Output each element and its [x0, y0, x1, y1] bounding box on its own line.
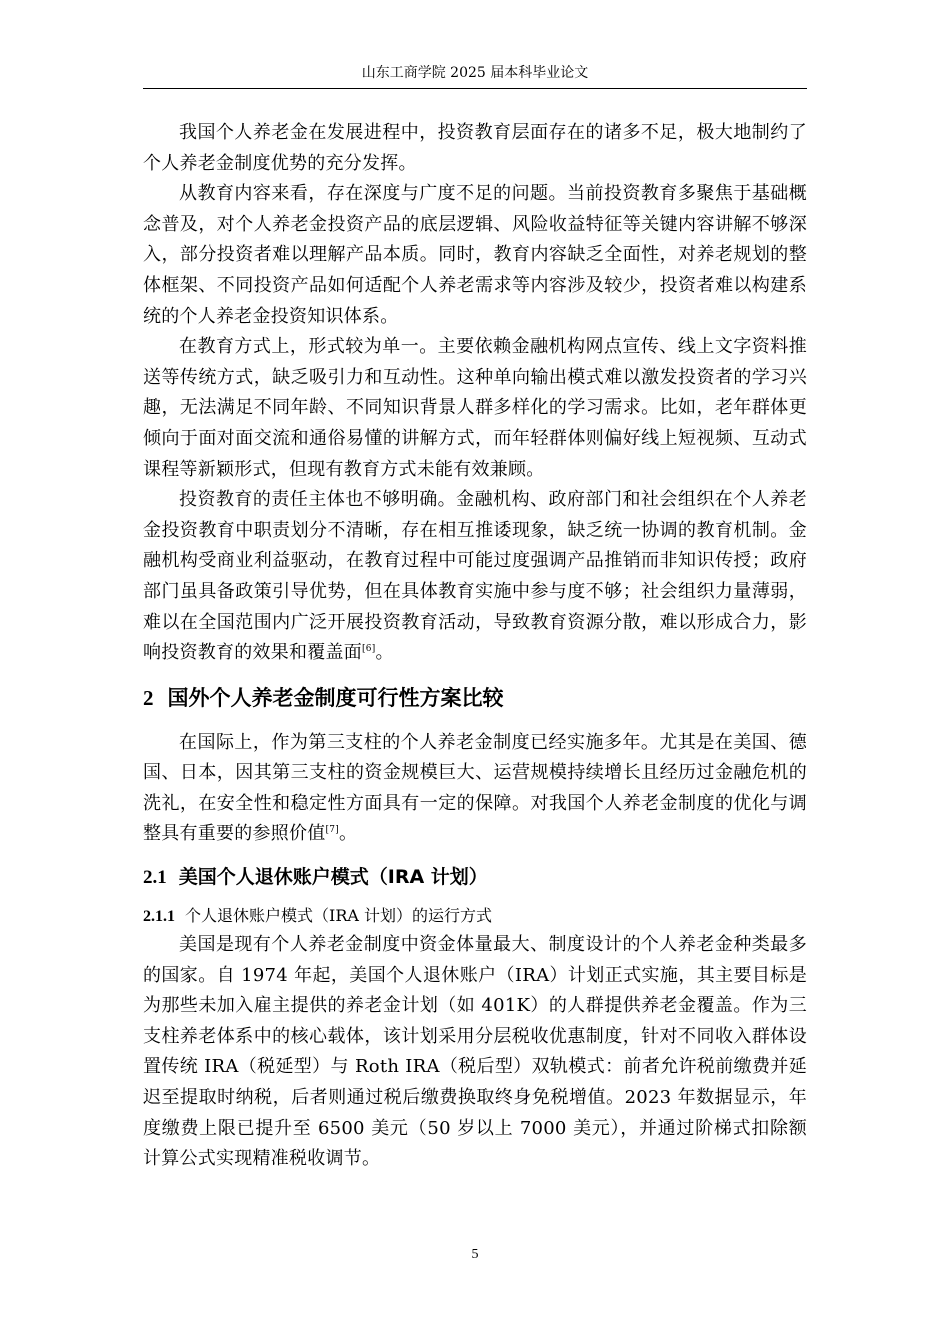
section-number: 2.1 [143, 867, 167, 889]
body-paragraph: 在教育方式上，形式较为单一。主要依赖金融机构网点宣传、线上文字资料推送等传统方式，缺乏吸引力和互动性。这种单向输出模式难以激发投资者的学习兴趣，无法满足不同年龄、不同知识背景人群多样化的学习需求。比如，老年群体更倾向于面对面交流和通俗易懂的讲解方式，而年轻群体则偏好线上短视频、互动式课程等新颖形式，但现有教育方式未能有效兼顾。 [143, 336, 807, 480]
section-heading-2 [143, 682, 807, 714]
section-heading-2-1-1 [143, 903, 807, 930]
page-number: 5 [471, 1247, 479, 1262]
paragraph-tail: 。 [339, 823, 358, 845]
section-title: 美国个人退休账户模式（IRA 计划） [178, 866, 488, 889]
section-number: 2.1.1 [143, 908, 175, 926]
section-number: 2 [143, 685, 154, 710]
body-paragraph: 美国是现有个人养老金制度中资金体量最大、制度设计的个人养老金种类最多的国家。自 1974 年起，美国个人退休账户（IRA）计划正式实施，其主要目标是为那些未加入雇主提供的养老金计划（如 401K）的人群提供养老金覆盖。作为三支柱养老体系中的核心载体，该计划采用分层税收优惠制度，针对不同收入群体设置传统 IRA（税延型）与 Roth IRA（税后型）双轨模式：前者允许税前缴费并延迟至提取时纳税，后者则通过税后缴费换取终身免税增值。2023 年数据显示，年度缴费上限已提升至 6500 美元（50 岁以上 7000 美元），并通过阶梯式扣除额计算公式实现精准税收调节。 [143, 934, 807, 1170]
paragraph-text: 投资教育的责任主体也不够明确。金融机构、政府部门和社会组织在个人养老金投资教育中职责划分不清晰，存在相互推诿现象，缺乏统一协调的教育机制。金融机构受商业利益驱动，在教育过程中可能过度强调产品推销而非知识传授；政府部门虽具备政策引导优势，但在具体教育实施中参与度不够；社会组织力量薄弱，难以在全国范围内广泛开展投资教育活动，导致教育资源分散，难以形成合力，影响投资教育的效果和覆盖面 [143, 489, 807, 664]
section-title: 国外个人养老金制度可行性方案比较 [167, 685, 504, 710]
page-content [143, 118, 807, 1175]
citation-6[interactable]: [6] [362, 644, 376, 655]
running-header: 山东工商学院 2025 届本科毕业论文 [361, 65, 589, 81]
body-paragraph: 我国个人养老金在发展进程中，投资教育层面存在的诸多不足，极大地制约了个人养老金制度优势的充分发挥。 [143, 122, 807, 174]
paragraph-text: 在国际上，作为第三支柱的个人养老金制度已经实施多年。尤其是在美国、德国、日本，因其第三支柱的资金规模巨大、运营规模持续增长且经历过金融危机的洗礼，在安全性和稳定性方面具有一定的保障。对我国个人养老金制度的优化与调整具有重要的参照价值 [143, 731, 807, 845]
header-rule [143, 88, 807, 89]
paragraph-tail: 。 [375, 642, 394, 664]
section-title: 个人退休账户模式（IRA 计划）的运行方式 [185, 906, 493, 926]
body-paragraph [143, 728, 807, 850]
section-heading-2-1 [143, 862, 807, 893]
citation-7[interactable]: [7] [325, 825, 339, 836]
body-paragraph: 从教育内容来看，存在深度与广度不足的问题。当前投资教育多聚焦于基础概念普及，对个人养老金投资产品的底层逻辑、风险收益特征等关键内容讲解不够深入，部分投资者难以理解产品本质。同时，教育内容缺乏全面性，对养老规划的整体框架、不同投资产品如何适配个人养老需求等内容涉及较少，投资者难以构建系统的个人养老金投资知识体系。 [143, 183, 807, 327]
body-paragraph [143, 485, 807, 669]
